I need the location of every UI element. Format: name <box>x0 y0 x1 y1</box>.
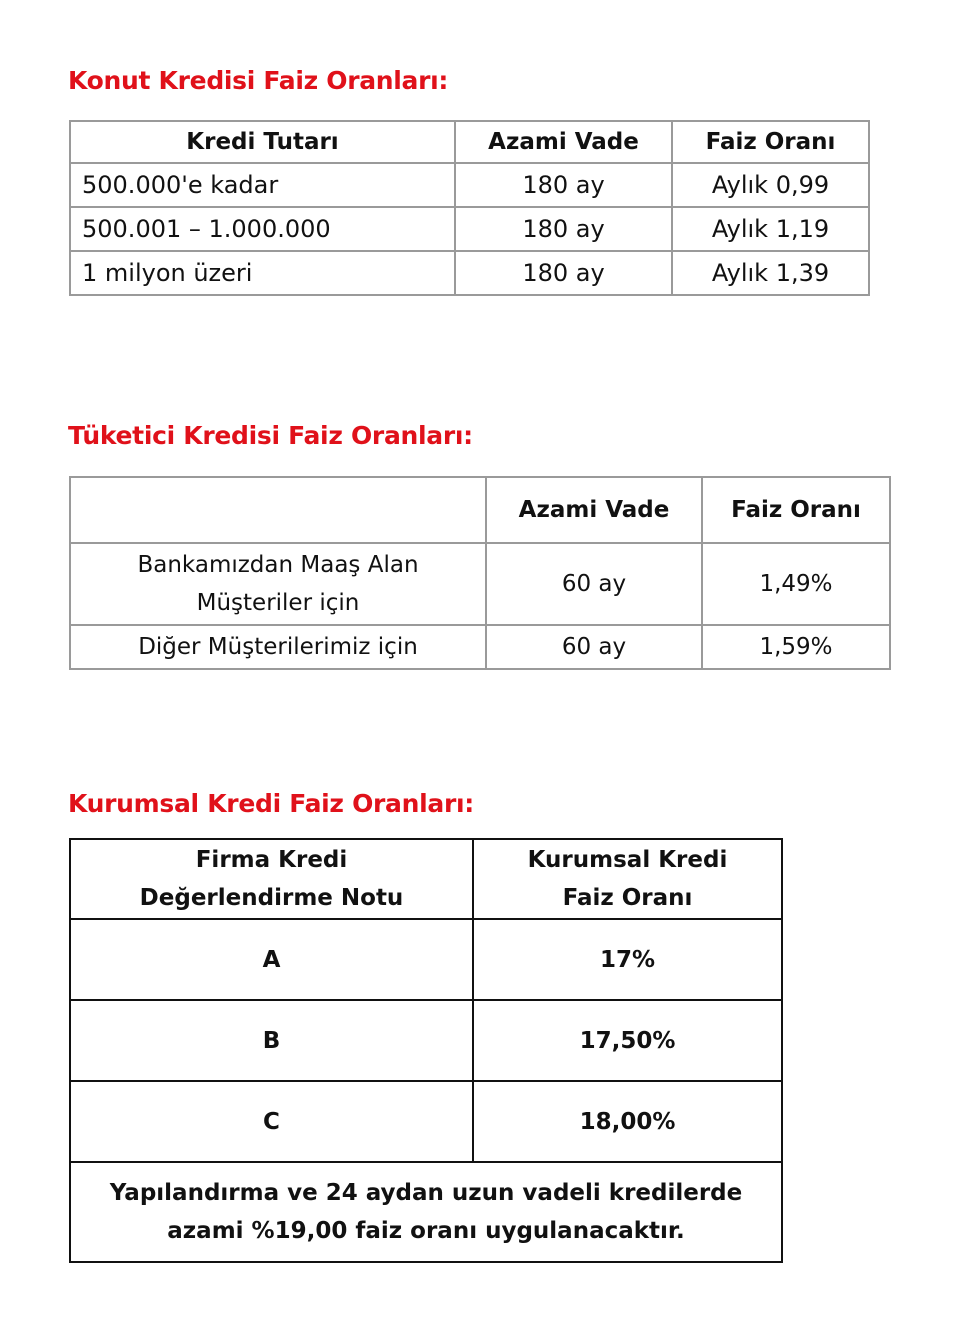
header-faiz-orani: Faiz Oranı <box>672 121 869 163</box>
table-row <box>70 163 869 207</box>
header-customer-type <box>70 477 486 543</box>
cell-rate: Aylık 1,19 <box>672 207 869 251</box>
konut-rates-table <box>69 120 870 296</box>
table-note-row <box>70 1162 782 1262</box>
konut-section-title: Konut Kredisi Faiz Oranları: <box>68 66 449 95</box>
cell-rate: Aylık 0,99 <box>672 163 869 207</box>
cell-term: 60 ay <box>486 543 702 625</box>
restructuring-note: Yapılandırma ve 24 aydan uzun vadeli kredilerde azami %19,00 faiz oranı uygulanacaktır. <box>70 1162 782 1262</box>
cell-rate: Aylık 1,39 <box>672 251 869 295</box>
cell-amount: 1 milyon üzeri <box>70 251 455 295</box>
header-kredi-tutari: Kredi Tutarı <box>70 121 455 163</box>
table-row <box>70 251 869 295</box>
cell-grade: C <box>70 1081 473 1162</box>
cell-term: 180 ay <box>455 207 672 251</box>
cell-grade: A <box>70 919 473 1000</box>
cell-term: 180 ay <box>455 251 672 295</box>
header-faiz-orani: Faiz Oranı <box>702 477 890 543</box>
cell-rate: 17% <box>473 919 782 1000</box>
cell-rate: 17,50% <box>473 1000 782 1081</box>
cell-rate: 1,49% <box>702 543 890 625</box>
tuketici-rates-table <box>69 476 891 670</box>
table-row <box>70 625 890 669</box>
table-header-row <box>70 477 890 543</box>
header-credit-rating: Firma Kredi Değerlendirme Notu <box>70 839 473 919</box>
table-row <box>70 1000 782 1081</box>
cell-term: 60 ay <box>486 625 702 669</box>
cell-customer-type: Bankamızdan Maaş Alan Müşteriler için <box>70 543 486 625</box>
table-row <box>70 207 869 251</box>
kurumsal-rates-table <box>69 838 783 1263</box>
table-row <box>70 919 782 1000</box>
table-row <box>70 1081 782 1162</box>
cell-term: 180 ay <box>455 163 672 207</box>
header-azami-vade: Azami Vade <box>455 121 672 163</box>
cell-grade: B <box>70 1000 473 1081</box>
cell-customer-type: Diğer Müşterilerimiz için <box>70 625 486 669</box>
table-header-row <box>70 121 869 163</box>
table-row <box>70 543 890 625</box>
cell-amount: 500.001 – 1.000.000 <box>70 207 455 251</box>
table-header-row <box>70 839 782 919</box>
cell-amount: 500.000'e kadar <box>70 163 455 207</box>
header-azami-vade: Azami Vade <box>486 477 702 543</box>
tuketici-section-title: Tüketici Kredisi Faiz Oranları: <box>68 421 473 450</box>
kurumsal-section-title: Kurumsal Kredi Faiz Oranları: <box>68 789 474 818</box>
cell-rate: 18,00% <box>473 1081 782 1162</box>
header-corporate-rate: Kurumsal Kredi Faiz Oranı <box>473 839 782 919</box>
cell-rate: 1,59% <box>702 625 890 669</box>
